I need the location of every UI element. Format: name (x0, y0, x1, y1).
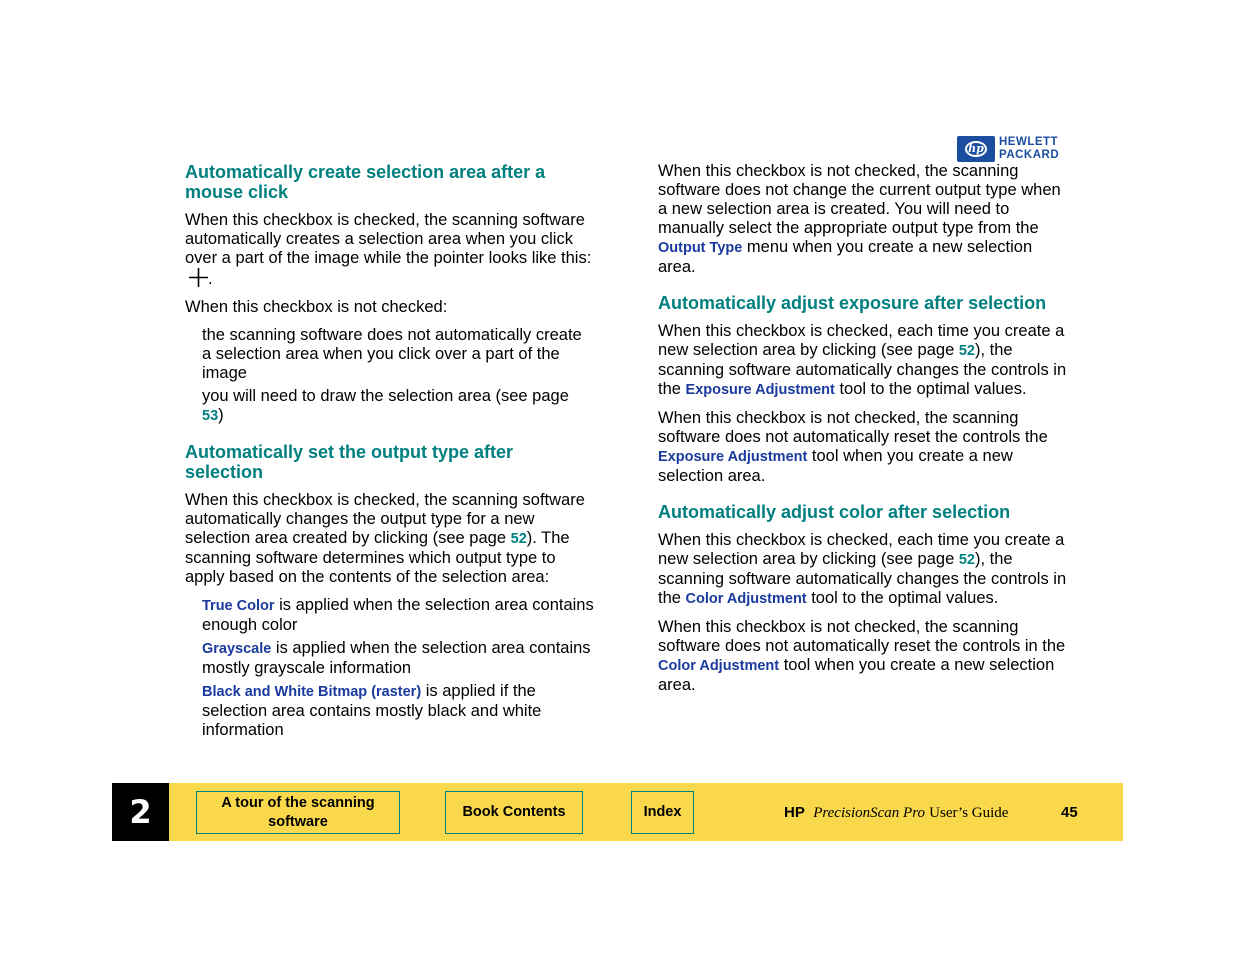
grayscale-link[interactable]: Grayscale (202, 641, 272, 657)
crosshair-pointer-icon (189, 268, 208, 287)
exposure-adjustment-link[interactable]: Exposure Adjustment (658, 449, 808, 465)
heading-create-selection: Automatically create selection area after a mouse click (185, 162, 546, 202)
black-white-bitmap-link[interactable]: Black and White Bitmap (raster) (202, 684, 422, 700)
paragraph: When this checkbox is not checked, the scanning software does not automatically reset the controls the Exposure Adjustment tool when you create a new selection area. (658, 409, 1048, 485)
color-adjustment-link[interactable]: Color Adjustment (658, 658, 780, 674)
index-button[interactable]: Index (631, 791, 694, 834)
page-number: 45 (1061, 804, 1078, 821)
list-item: you will need to draw the selection area (see page 53) (202, 387, 569, 424)
page-link-52[interactable]: 52 (958, 343, 975, 359)
true-color-link[interactable]: True Color (202, 598, 275, 614)
paragraph: When this checkbox is not checked: (185, 298, 448, 316)
tour-chapter-button[interactable]: A tour of the scanning software (196, 791, 400, 834)
left-column (185, 162, 595, 744)
page-link-53[interactable]: 53 (202, 408, 219, 424)
chapter-number: 2 (112, 783, 169, 841)
output-type-link[interactable]: Output Type (658, 240, 743, 256)
page-link-52[interactable]: 52 (510, 531, 527, 547)
list-item: Grayscale is applied when the selection area contains mostly grayscale information (202, 639, 591, 677)
right-column (658, 162, 1068, 704)
color-adjustment-link[interactable]: Color Adjustment (685, 591, 807, 607)
paragraph: When this checkbox is checked, each time you create a new selection area by clicking (see page 52), the scanning software automatically changes the controls in the Color Adjustment tool to the optimal values. (658, 531, 1067, 607)
paragraph: When this checkbox is checked, each time you create a new selection area by clicking (see page 52), the scanning software automatically changes the controls in the Exposure Adjustment tool to the optimal values. (658, 322, 1067, 398)
heading-output-type: Automatically set the output type after selection (185, 442, 514, 482)
hp-logo-mark: hp (957, 136, 995, 162)
paragraph: When this checkbox is checked, the scanning software automatically creates a selection area when you click over a part of the image while the pointer looks like this:. (185, 211, 592, 288)
paragraph: When this checkbox is not checked, the scanning software does not automatically reset the controls in the Color Adjustment tool when you create a new selection area. (658, 618, 1066, 694)
book-contents-button[interactable]: Book Contents (445, 791, 583, 834)
page-link-52[interactable]: 52 (958, 552, 975, 568)
hewlett-packard-logo (957, 136, 1079, 163)
list-item: Black and White Bitmap (raster) is applied if the selection area contains mostly black and white information (202, 682, 542, 739)
guide-title: HP PrecisionScan Pro User’s Guide (784, 804, 1009, 821)
list-item: the scanning software does not automatically create a selection area when you click over a part of the image (202, 326, 582, 382)
hp-logo-wordmark: HEWLETT PACKARD (999, 136, 1060, 161)
heading-color: Automatically adjust color after selection (658, 502, 1011, 522)
heading-exposure: Automatically adjust exposure after selection (658, 293, 1047, 313)
paragraph: When this checkbox is not checked, the scanning software does not change the current output type when a new selection area is created. You will need to manually select the appropriate output type from the Output Type menu when you create a new selection area. (658, 162, 1061, 276)
paragraph: When this checkbox is checked, the scanning software automatically changes the output type for a new selection area created by clicking (see page 52). The scanning software determines which output type to apply based on the contents of the selection area: (185, 491, 585, 586)
footer-nav-bar (112, 783, 1123, 841)
list-item: True Color is applied when the selection area contains enough color (202, 596, 594, 634)
exposure-adjustment-link[interactable]: Exposure Adjustment (685, 382, 835, 398)
